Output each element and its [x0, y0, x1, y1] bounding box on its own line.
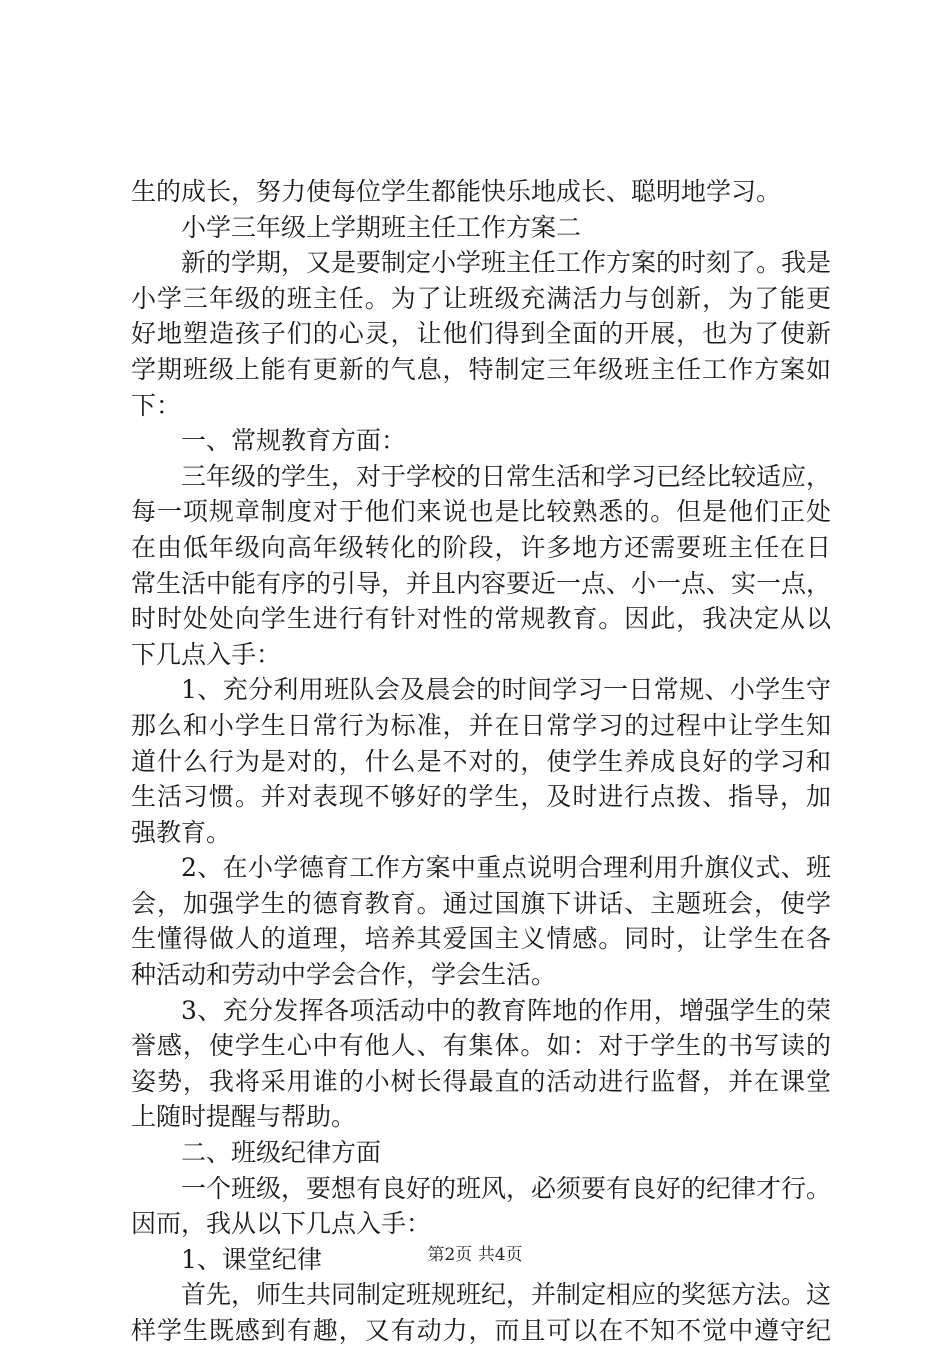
- text-line: 学期班级上能有更新的气息，特制定三年级班主任工作方案如: [131, 354, 831, 384]
- document-body: [131, 174, 831, 1349]
- text-line: 每一项规章制度对于他们来说也是比较熟悉的。但是他们正处: [131, 497, 831, 527]
- text-line: 誉感，使学生心中有他人、有集体。如：对于学生的书写读的: [131, 1031, 831, 1061]
- text-line: 下：: [131, 390, 182, 420]
- text-line: 生活习惯。并对表现不够好的学生，及时进行点拨、指导，加: [131, 782, 831, 812]
- text-line: 那么和小学生日常行为标准，并在日常学习的过程中让学生知: [131, 710, 831, 740]
- text-line: 在由低年级向高年级转化的阶段，许多地方还需要班主任在日: [131, 532, 831, 562]
- text-line: 2、在小学德育工作方案中重点说明合理利用升旗仪式、班: [181, 853, 831, 883]
- text-line: 3、充分发挥各项活动中的教育阵地的作用，增强学生的荣: [181, 995, 831, 1025]
- text-line: 首先，师生共同制定班规班纪，并制定相应的奖惩方法。这: [181, 1280, 832, 1310]
- text-line: 小学三年级的班主任。为了让班级充满活力与创新，为了能更: [131, 283, 831, 313]
- text-line: 下几点入手：: [131, 639, 282, 669]
- page-footer: 第2页 共4页: [427, 1245, 523, 1265]
- text-line: 时时处处向学生进行有针对性的常规教育。因此，我决定从以: [131, 604, 831, 634]
- text-line: 道什么行为是对的，什么是不对的，使学生养成良好的学习和: [131, 746, 831, 776]
- text-line: 姿势，我将采用谁的小树长得最直的活动进行监督，并在课堂: [131, 1066, 831, 1096]
- text-line: 一、常规教育方面：: [181, 426, 407, 456]
- text-line: 常生活中能有序的引导，并且内容要近一点、小一点、实一点，: [131, 568, 832, 598]
- text-line: 样学生既感到有趣，又有动力，而且可以在不知不觉中遵守纪: [131, 1316, 831, 1345]
- text-line: 因而，我从以下几点入手：: [131, 1209, 432, 1239]
- text-line: 强教育。: [131, 817, 232, 847]
- text-line: 上随时提醒与帮助。: [131, 1102, 357, 1132]
- text-line: 一个班级，要想有良好的班风，必须要有良好的纪律才行。: [181, 1173, 832, 1203]
- text-line: 1、课堂纪律: [181, 1244, 322, 1274]
- text-line: 小学三年级上学期班主任工作方案二: [181, 212, 582, 242]
- text-line: 好地塑造孩子们的心灵，让他们得到全面的开展，也为了使新: [131, 319, 831, 349]
- text-line: 会，加强学生的德育教育。通过国旗下讲话、主题班会，使学: [131, 888, 831, 918]
- text-line: 三年级的学生，对于学校的日常生活和学习已经比较适应，: [181, 461, 832, 491]
- text-line: 生懂得做人的道理，培养其爱国主义情感。同时，让学生在各: [131, 924, 831, 954]
- text-line: 种活动和劳动中学会合作，学会生活。: [131, 960, 557, 990]
- text-line: 新的学期，又是要制定小学班主任工作方案的时刻了。我是: [181, 248, 832, 278]
- text-line: 生的成长，努力使每位学生都能快乐地成长、聪明地学习。: [131, 177, 782, 206]
- text-line: 1、充分利用班队会及晨会的时间学习一日常规、小学生守: [181, 675, 831, 705]
- text-line: 二、班级纪律方面: [181, 1138, 382, 1168]
